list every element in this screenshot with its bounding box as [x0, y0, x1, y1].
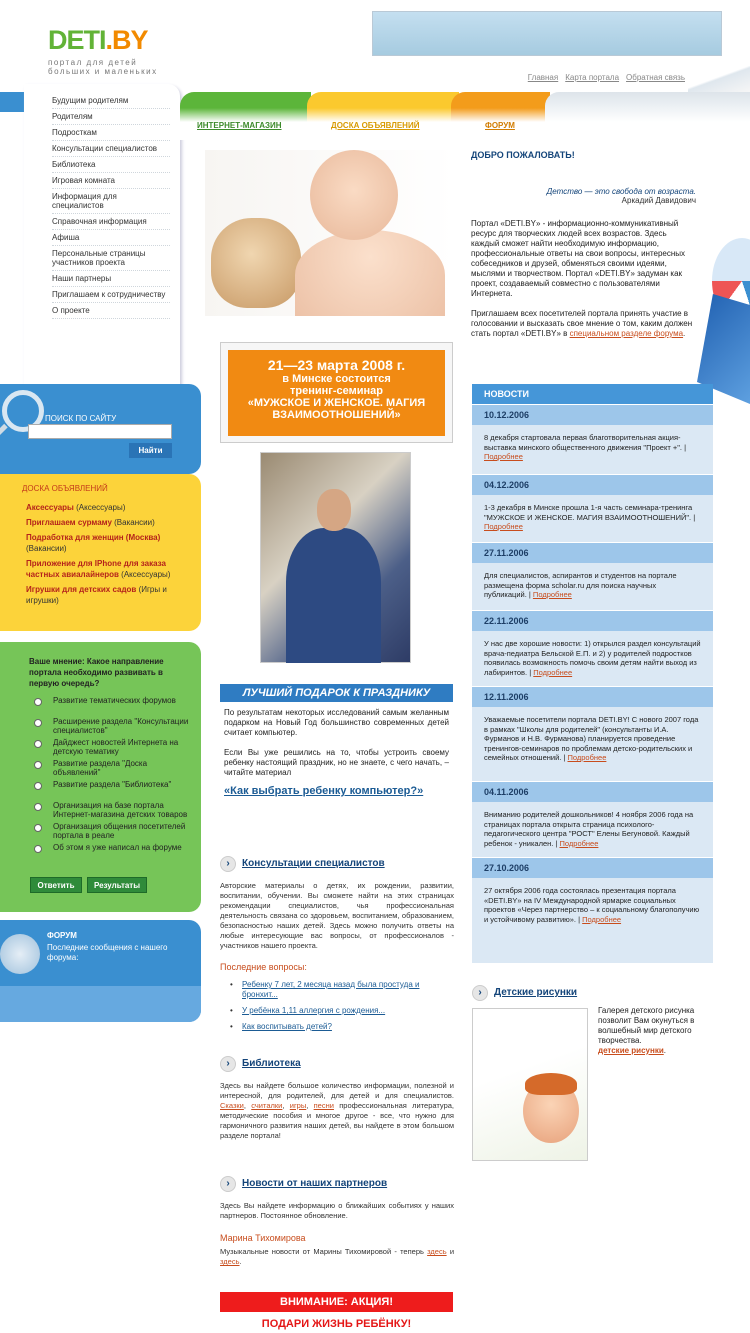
board-item[interactable]	[26, 558, 181, 580]
drawings-title[interactable]: Детские рисунки	[494, 987, 578, 998]
poll-option-label: Организация общения посетителей портала в реале	[53, 822, 186, 840]
site-logo[interactable]	[48, 26, 178, 86]
news-more-link[interactable]: Подробнее	[567, 753, 607, 762]
news-more-link[interactable]: Подробнее	[532, 590, 572, 599]
left-menu	[24, 84, 180, 396]
arrow-icon: ›	[220, 1056, 236, 1072]
trainer-photo	[260, 452, 411, 663]
poll-option-label: Дайджест новостей Интернета на детскую тематику	[53, 738, 179, 756]
board-item-category: (Игры и игрушки)	[26, 585, 167, 605]
news-text: У нас две хорошие новости: 1) открылся раздел консультаций врача-педиатра Бельской Е.П. и 2) у родителей подростков появилась возможность помочь своим детям найти выход из лабиринтов. | Подробнее	[484, 639, 701, 677]
photo-person-body	[286, 528, 381, 663]
news-title: НОВОСТИ	[472, 384, 713, 404]
board-item-title[interactable]: Игрушки для детских садов	[26, 585, 137, 594]
link-tales[interactable]: Сказки	[220, 1101, 244, 1110]
radio-button[interactable]	[34, 803, 42, 811]
search-button[interactable]: Найти	[129, 443, 172, 458]
sidebar-item[interactable]: Наши партнеры	[52, 271, 170, 287]
poll-option[interactable]	[34, 822, 194, 840]
arrow-icon: ›	[220, 856, 236, 872]
gift-link[interactable]: «Как выбрать ребенку компьютер?»	[224, 785, 424, 797]
gift-block	[220, 684, 453, 804]
poll-panel	[0, 642, 201, 912]
board-item[interactable]	[26, 532, 181, 554]
child-hair	[525, 1073, 577, 1095]
radio-button[interactable]	[34, 761, 42, 769]
partners-text: Здесь Вы найдете информацию о ближайших событиях у наших партнеров. Постоянное обновление.	[220, 1201, 454, 1220]
gift-title: ЛУЧШИЙ ПОДАРОК К ПРАЗДНИКУ	[220, 684, 453, 702]
arrow-icon: ›	[220, 1176, 236, 1192]
board-item-title[interactable]: Подработка для женщин (Москва)	[26, 533, 161, 542]
news-more-link[interactable]: Подробнее	[484, 522, 523, 531]
quote-author: Аркадий Давидович	[621, 196, 696, 205]
sidebar-item[interactable]: Игровая комната	[52, 173, 170, 189]
forum-text: Последние сообщения с нашего форума:	[47, 943, 168, 962]
action-line-2: ПОДАРИ ЖИЗНЬ РЕБЁНКУ!	[261, 1318, 412, 1330]
news-item	[472, 404, 713, 474]
forum-band	[0, 986, 201, 1022]
tab-shop-label[interactable]: ИНТЕРНЕТ-МАГАЗИН	[197, 121, 282, 130]
question-link[interactable]: Ребенку 7 лет, 2 месяца назад была простуда и бронхит...	[242, 980, 420, 999]
poll-results-button[interactable]: Результаты	[87, 877, 147, 893]
search-input[interactable]	[28, 424, 172, 439]
gift-paragraph-1: По результатам некоторых исследований самым желанным подарком на Новый Год большинство современных детей считает компьютер.	[224, 708, 449, 737]
radio-button[interactable]	[34, 845, 42, 853]
board-item-title[interactable]: Аксессуары	[26, 503, 74, 512]
sidebar-item[interactable]: Консультации специалистов	[52, 141, 170, 157]
drawings-image[interactable]	[472, 1008, 588, 1161]
board-item-title[interactable]: Приложение для IPhone для заказа частных авиалайнеров	[26, 559, 166, 579]
consult-text: Авторские материалы о детях, их рождении, развитии, воспитании, обучении. Вы сможете найти на этих страницах рекомендации специалистов, чья профессиональная деятельность связана со здоровьем, воспитанием, образованием, безопасностью наших детей. Здесь можно получить ответы на любые интересующие вас вопросы, от профессионалов - участников нашего проекта.	[220, 881, 454, 950]
news-panel	[472, 384, 713, 963]
photo-person-head	[317, 489, 351, 531]
tab-shop[interactable]	[180, 92, 311, 140]
link-games[interactable]: игры	[289, 1101, 307, 1110]
gift-paragraph-2: Если Вы уже решились на то, чтобы устроить своему ребенку настоящий праздник, но не знаете, с чего начать, – читайте материал	[224, 748, 449, 777]
radio-button[interactable]	[34, 698, 42, 706]
toy-dog	[211, 218, 301, 308]
link-counting[interactable]: считалки	[251, 1101, 283, 1110]
partner-link-1[interactable]: здесь	[427, 1247, 447, 1256]
list-item	[230, 980, 450, 1000]
news-text-body: Для специалистов, аспирантов и студентов на портале размещена форма scholar.ru для поиска научных публикаций.	[484, 571, 677, 599]
drawings-text: Галерея детского рисунка позволит Вам окунуться в волшебный мир детского творчества. детские рисунки.	[598, 1006, 695, 1055]
poll-option[interactable]	[34, 738, 194, 756]
action-line-1: ВНИМАНИЕ: АКЦИЯ!	[220, 1292, 453, 1312]
poll-option[interactable]	[34, 696, 194, 714]
tab-board[interactable]	[307, 92, 459, 140]
board-title: ДОСКА ОБЪЯВЛЕНИЙ	[22, 484, 108, 493]
link-feedback[interactable]: Обратная связь	[626, 73, 685, 82]
news-text: 1-3 декабря в Минске прошла 1-я часть семинара-тренинга "МУЖСКОЕ И ЖЕНСКОЕ. МАГИЯ ВЗАИМООТНОШЕНИЙ". | Подробнее	[484, 503, 696, 531]
news-text-body: Уважаемые посетители портала DETI.BY! С нового 2007 года в рамках "Школы для родителей" (консультанты И.А. Фурманов и Н.В. Фурманова) планируется проведение тренингов-семинаров по проблемам детско-родительских и семейных отношений.	[484, 715, 699, 762]
news-date: 22.11.2006	[472, 611, 713, 631]
sidebar-item[interactable]: Приглашаем к сотрудничеству	[52, 287, 170, 303]
seminar-banner[interactable]	[220, 342, 453, 443]
radio-button[interactable]	[34, 719, 42, 727]
link-sitemap[interactable]: Карта портала	[565, 73, 620, 82]
baby-body	[295, 230, 445, 316]
news-date: 04.12.2006	[472, 475, 713, 495]
poll-option-label: Организация на базе портала Интернет-магазина детских товаров	[53, 801, 188, 819]
partner-link-2[interactable]: здесь	[220, 1257, 240, 1266]
partner-news: Музыкальные новости от Марины Тихомировой - теперь здесь и здесь.	[220, 1247, 455, 1266]
sidebar-item[interactable]: Библиотека	[52, 157, 170, 173]
poll-option[interactable]	[34, 717, 194, 735]
news-date: 12.11.2006	[472, 687, 713, 707]
tab-forum-label[interactable]: ФОРУМ	[485, 121, 515, 130]
link-songs[interactable]: песни	[313, 1101, 334, 1110]
welcome-block	[471, 150, 696, 339]
action-banner[interactable]	[220, 1292, 453, 1333]
forum-title[interactable]: ФОРУМ	[47, 931, 77, 940]
tab-board-label[interactable]: ДОСКА ОБЪЯВЛЕНИЙ	[331, 121, 420, 130]
poll-option-label: Расширение раздела "Консультации специалистов"	[53, 717, 189, 735]
list-item	[230, 1006, 450, 1016]
news-item	[472, 857, 713, 942]
logo-tagline: портал для детей больших и маленьких	[48, 58, 158, 76]
sidebar-item[interactable]: Подросткам	[52, 125, 170, 141]
poll-question: Ваше мнение: Какое направление портала необходимо развивать в первую очередь?	[29, 657, 164, 688]
search-panel	[0, 384, 201, 474]
tab-strip-end	[545, 92, 750, 140]
news-item	[472, 686, 713, 781]
magnifier-handle	[0, 424, 8, 437]
board-item[interactable]	[26, 517, 181, 528]
board-item-category: (Аксессуары)	[73, 503, 126, 512]
news-date: 27.11.2006	[472, 543, 713, 563]
news-more-link[interactable]: Подробнее	[484, 452, 523, 461]
library-title[interactable]: Библиотека	[242, 1058, 301, 1069]
question-link[interactable]: У ребёнка 1,11 аллергия с рождения...	[242, 1006, 386, 1015]
news-item	[472, 542, 713, 610]
seminar-line-2: тренинг-семинар	[290, 385, 383, 397]
sidebar-item[interactable]: Будущим родителям	[52, 93, 170, 109]
news-text: Вниманию родителей дошкольников! 4 ноября 2006 года на страницах портала открыта страница психолого-педагогического центра "РОСТ" Елены Бегуновой. Каждый ребенок - уникален. | Подробнее	[484, 810, 694, 848]
poll-option-label: Об этом я уже написал на форуме	[53, 843, 182, 852]
board-item-category: (Вакансии)	[111, 518, 155, 527]
list-item	[230, 1022, 450, 1032]
board-panel	[0, 474, 201, 631]
news-more-link[interactable]: Подробнее	[559, 838, 599, 848]
sidebar-item[interactable]: Родителям	[52, 109, 170, 125]
poll-option-label: Развитие раздела "Библиотека"	[53, 780, 172, 789]
radio-button[interactable]	[34, 824, 42, 832]
board-item-category: (Аксессуары)	[118, 570, 171, 579]
partner-name: Марина Тихомирова	[220, 1233, 306, 1243]
welcome-quote: Детство — это свобода от возраста.	[546, 187, 696, 196]
board-item-category: (Вакансии)	[26, 544, 67, 553]
tab-forum[interactable]	[451, 92, 550, 140]
baby-head	[310, 150, 398, 240]
news-text-body: У нас две хорошие новости: 1) открылся раздел консультаций врача-педиатра Бельской Е.П. и 2) у родителей подростков появилась возможность помочь своим детям найти выход из лабиринтов.	[484, 639, 701, 677]
consult-title[interactable]: Консультации специалистов	[242, 858, 385, 869]
news-text: Для специалистов, аспирантов и студентов на портале размещена форма scholar.ru для поиска научных публикаций. | Подробнее	[484, 571, 677, 599]
arrow-icon: ›	[472, 985, 488, 1001]
top-links	[500, 73, 685, 85]
news-date: 27.10.2006	[472, 858, 713, 878]
hero-image	[205, 150, 455, 316]
radio-button[interactable]	[34, 740, 42, 748]
sidebar-item[interactable]: Персональные страницы участников проекта	[52, 246, 170, 271]
seminar-line-1: в Минске состоится	[282, 373, 391, 385]
news-text: 8 декабря стартовала первая благотворительная акция-выставка минского общественного движения "Проект +". | Подробнее	[484, 433, 687, 461]
news-more-link[interactable]: Подробнее	[533, 667, 573, 677]
sidebar-item[interactable]: О проекте	[52, 303, 170, 319]
sidebar-item[interactable]: Афиша	[52, 230, 170, 246]
page-curl	[688, 66, 750, 92]
board-item[interactable]	[26, 584, 181, 606]
question-link[interactable]: Как воспитывать детей?	[242, 1022, 332, 1031]
news-text-body: 1-3 декабря в Минске прошла 1-я часть семинара-тренинга "МУЖСКОЕ И ЖЕНСКОЕ. МАГИЯ ВЗАИМООТНОШЕНИЙ".	[484, 503, 693, 522]
welcome-paragraph-1: Портал «DETI.BY» - информационно-коммуникативный ресурс для творческих людей всех возрастов. Здесь каждый сможет найти необходимую информацию, профессиональные ответы на свои вопросы, интересных собеседников и друзей, обменяться своими идеями, мыслями и творчеством. Портал «DETI.BY» задуман как проект, создаваемый совместно с пользователями Интернета.	[471, 219, 686, 298]
seminar-date: 21—23 марта 2008 г.	[267, 357, 406, 373]
welcome-title: ДОБРО ПОЖАЛОВАТЬ!	[471, 150, 575, 160]
link-home[interactable]: Главная	[527, 73, 559, 82]
poll-vote-button[interactable]: Ответить	[30, 877, 82, 893]
left-accent-strip	[0, 92, 24, 112]
top-banner[interactable]	[372, 11, 722, 56]
poll-option[interactable]	[34, 843, 194, 861]
library-text: Здесь вы найдете большое количество информации, полезной и интересной, для родителей, для детей и для специалистов. Сказки, считалки, игры, песни профессиональная литература, методические пособия и многое другое - все, что нужно для гармоничного развития наших детей, вы найдете в этом большом разделе портала!	[220, 1081, 454, 1140]
drawings-link[interactable]: детские рисунки	[598, 1046, 664, 1055]
news-text-body: Вниманию родителей дошкольников! 4 ноября 2006 года на страницах портала открыта страница психолого-педагогического центра "РОСТ" Елены Бегуновой. Каждый ребенок - уникален.	[484, 810, 694, 848]
news-text-body: 8 декабря стартовала первая благотворительная акция-выставка минского общественного движения "Проект +".	[484, 433, 682, 452]
poll-option-label: Развитие тематических форумов	[53, 696, 176, 705]
baby-shoe-icon	[0, 934, 40, 974]
news-item	[472, 781, 713, 857]
welcome-paragraph-2: Приглашаем всех посетителей портала принять участие в голосовании и высказать свое мнение о том, каким должен стать портал «DETI.BY» в специальном разделе форума.	[471, 309, 693, 338]
sidebar-item[interactable]: Справочная информация	[52, 214, 170, 230]
partners-title[interactable]: Новости от наших партнеров	[242, 1178, 388, 1189]
news-text: Уважаемые посетители портала DETI.BY! С нового 2007 года в рамках "Школы для родителей" (консультанты И.А. Фурманов и Н.В. Фурманова) планируется проведение тренингов-семинаров по проблемам детско-родительских и семейных отношений. | Подробнее	[484, 715, 699, 762]
poll-option[interactable]	[34, 780, 194, 798]
news-item	[472, 610, 713, 686]
forum-panel	[0, 920, 201, 1022]
recent-questions-label: Последние вопросы:	[220, 962, 307, 972]
forum-section-link[interactable]: специальном разделе форума	[569, 329, 684, 338]
poll-option-label: Развитие раздела "Доска объявлений"	[53, 759, 148, 777]
seminar-line-3: «МУЖСКОЕ И ЖЕНСКОЕ. МАГИЯ ВЗАИМООТНОШЕНИЙ»	[247, 397, 426, 421]
news-item	[472, 474, 713, 542]
board-item[interactable]	[26, 502, 181, 513]
news-date: 10.12.2006	[472, 405, 713, 425]
radio-button[interactable]	[34, 782, 42, 790]
news-text: 27 октября 2006 года состоялась презентация портала «DETI.BY» на IV Международной ярмарке социальных проектов «Через партнерство – к социальному благополучию и устойчивому развитию». | Подробнее	[484, 886, 700, 924]
poll-option[interactable]	[34, 759, 194, 777]
logo-wordmark: DETI.BY	[48, 25, 148, 55]
news-text-body: 27 октября 2006 года состоялась презентация портала «DETI.BY» на IV Международной ярмарке социальных проектов «Через партнерство – к социальному благополучию и устойчивому развитию».	[484, 886, 700, 924]
search-label: ПОИСК ПО САЙТУ	[45, 414, 117, 423]
sidebar-item[interactable]: Информация для специалистов	[52, 189, 170, 214]
news-more-link[interactable]: Подробнее	[582, 914, 622, 924]
poll-option[interactable]	[34, 801, 194, 819]
news-date: 04.11.2006	[472, 782, 713, 802]
board-item-title[interactable]: Приглашаем сурмаму	[26, 518, 112, 527]
